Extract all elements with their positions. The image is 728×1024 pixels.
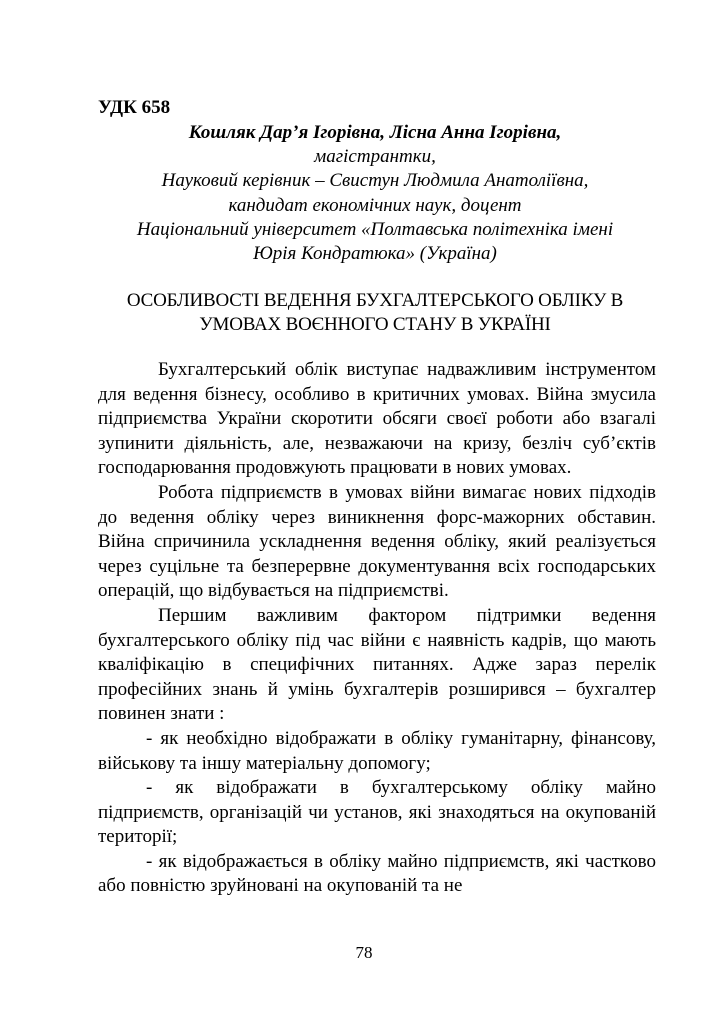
author-names: Кошляк Дар’я Ігорівна, Лісна Анна Ігорівна,	[188, 122, 562, 143]
article-title	[98, 289, 652, 337]
page-number: 78	[355, 943, 373, 962]
supervisor: Науковий керівник – Свистун Людмила Анатоліївна,	[161, 170, 589, 192]
paragraph: Бухгалтерський облік виступає надважливим інструментом для ведення бізнесу, особливо в критичних умовах. Війна змусила підприємства України скоротити обсяги своєї роботи або взагалі зупинити діяльність, але, незважаючи на кризу, безліч суб’єктів господарювання продовжують працювати в нових умовах.	[98, 359, 656, 479]
list-item: - як відображати в бухгалтерському обліку майно підприємств, організацій чи установ, які знаходяться на окупованій території;	[98, 777, 656, 848]
paragraph: Першим важливим фактором підтримки ведення бухгалтерського обліку під час війни є наявність кадрів, що мають кваліфікацію в специфічних питаннях. Адже зараз перелік професійних знань й умінь бухгалтерів розширився – бухгалтер повинен знати :	[98, 604, 656, 725]
university-line-2: Юрія Кондратюка» (Україна)	[253, 243, 497, 265]
supervisor-degree: кандидат економічних наук, доцент	[228, 194, 522, 216]
university-line-1: Національний університет «Полтавська політехніка імені	[136, 218, 614, 240]
udc-code: УДК 658	[98, 97, 171, 118]
title-line-1: ОСОБЛИВОСТІ ВЕДЕННЯ БУХГАЛТЕРСЬКОГО ОБЛІКУ В	[126, 290, 624, 311]
article-body	[98, 358, 656, 899]
author-block	[98, 121, 652, 266]
paragraph: Робота підприємств в умовах війни вимагає нових підходів до ведення обліку через виникнення форс-мажорних обставин. Війна спричинила ускладнення ведення обліку, який реалізується через суцільне та безперервне документування всіх господарських операцій, що відбувається на підприємстві.	[98, 481, 656, 602]
list-item: - як необхідно відображати в обліку гуманітарну, фінансову, військову та іншу матеріальну допомогу;	[98, 727, 656, 774]
author-role: магістрантки,	[314, 146, 436, 168]
title-line-2: УМОВАХ ВОЄННОГО СТАНУ В УКРАЇНІ	[199, 314, 551, 335]
list-item: - як відображається в обліку майно підприємств, які частково або повністю зруйновані на окупованій та не	[98, 850, 656, 897]
